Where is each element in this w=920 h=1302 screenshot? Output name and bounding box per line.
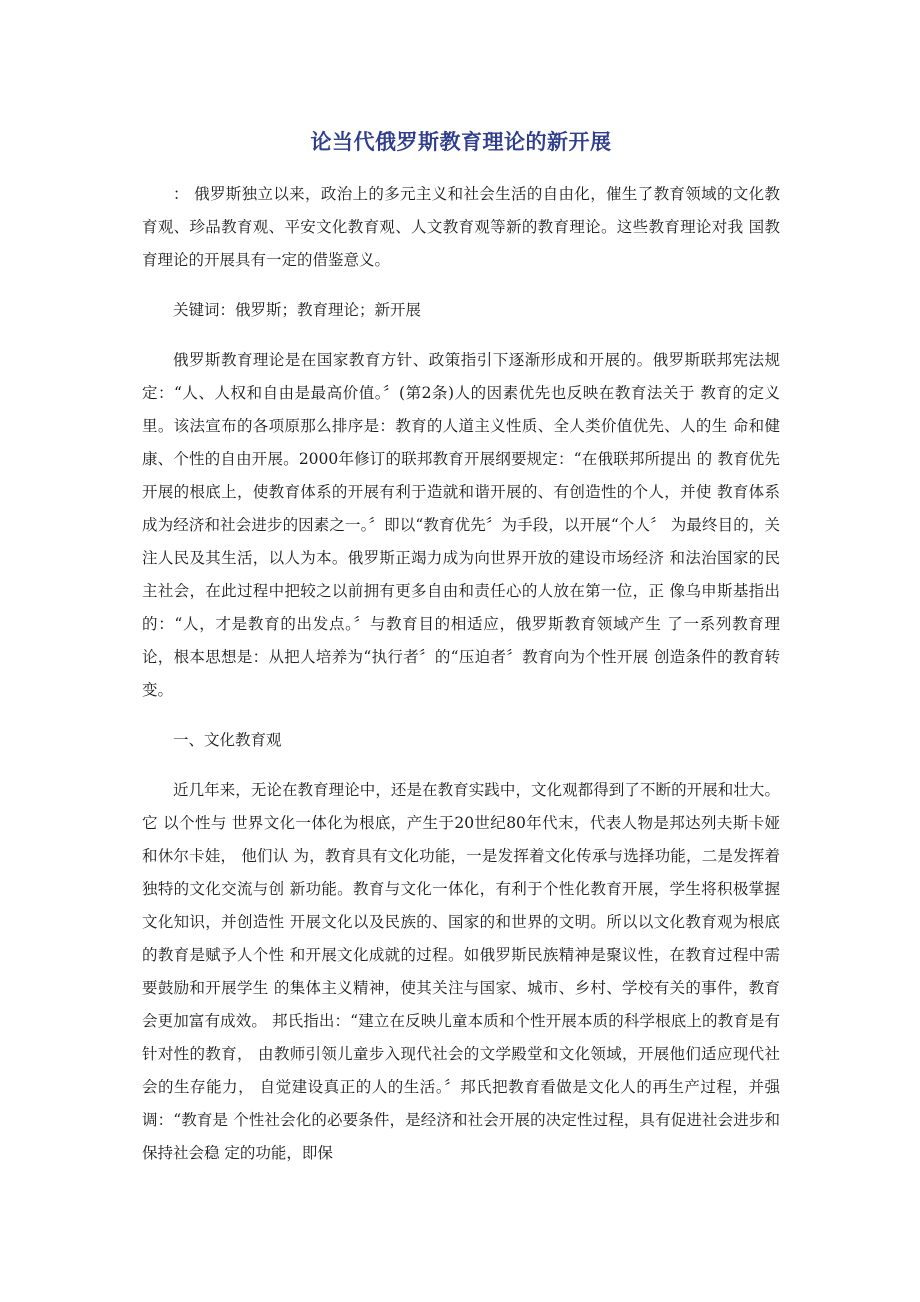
intro-paragraph: 俄罗斯教育理论是在国家教育方针、政策指引下逐渐形成和开展的。俄罗斯联邦宪法规定：“人、人权和自由是最高价值。〞(第2条)人的因素优先也反映在教育法关于 教育的定义里。该法宣布的各项原那么排序是：教育的人道主义性质、全人类价值优先、人的生 命和健康、个性的自由开展。2000年修订的联邦教育开展纲要规定：“在俄联邦所提出 的 教育优先开展的根底上，使教育体系的开展有利于造就和谐开展的、有创造性的个人，并使 教育体系成为经济和社会进步的因素之一。〞即以“教育优先〞为手段，以开展“个人〞 为最终目的，关注人民及其生活，以人为本。俄罗斯正竭力成为向世界开放的建设市场经济 和法治国家的民主社会，在此过程中把较之以前拥有更多自由和责任心的人放在第一位，正 像乌申斯基指出的：“人，才是教育的出发点。〞与教育目的相适应，俄罗斯教育领域产生 了一系列教育理论，根本思想是：从把人培养为“执行者〞的“压迫者〞教育向为个性开展 创造条件的教育转变。: [142, 351, 780, 699]
section-body-paragraph: 近几年来，无论在教育理论中，还是在教育实践中，文化观都得到了不断的开展和壮大。它 以个性与 世界文化一体化为根底，产生于20世纪80年代末，代表人物是邦达列夫斯卡娅和休尔卡娃， 他们认 为，教育具有文化功能，一是发挥着文化传承与选择功能，二是发挥着独特的文化交流与创 新功能。教育与文化一体化，有利于个性化教育开展，学生将积极掌握文化知识，并创造性 开展文化以及民族的、国家的和世界的文明。所以以文化教育观为根底的教育是赋予人个性 和开展文化成就的过程。如俄罗斯民族精神是聚议性，在教育过程中需要鼓励和开展学生 的集体主义精神，使其关注与国家、城市、乡村、学校有关的事件，教育会更加富有成效。 邦氏指出：“建立在反映儿童本质和个性开展本质的科学根底上的教育是有针对性的教育， 由教师引领儿童步入现代社会的文学殿堂和文化领域，开展他们适应现代社会的生存能力， 自觉建设真正的人的生活。〞邦氏把教育看做是文化人的再生产过程，并强调：“教育是 个性社会化的必要条件，是经济和社会开展的决定性过程，具有促进社会进步和保持社会稳 定的功能，即保: [142, 781, 780, 1162]
abstract-paragraph: ： 俄罗斯独立以来，政治上的多元主义和社会生活的自由化，催生了教育领域的文化教育观、珍品教育观、平安文化教育观、人文教育观等新的教育理论。这些教育理论对我 国教育理论的开展具有一定的借鉴意义。: [142, 185, 780, 269]
keywords-line: 关键词：俄罗斯；教育理论；新开展: [173, 301, 422, 319]
document-title: 论当代俄罗斯教育理论的新开展: [310, 130, 612, 154]
section-heading: 一、文化教育观: [173, 731, 282, 749]
